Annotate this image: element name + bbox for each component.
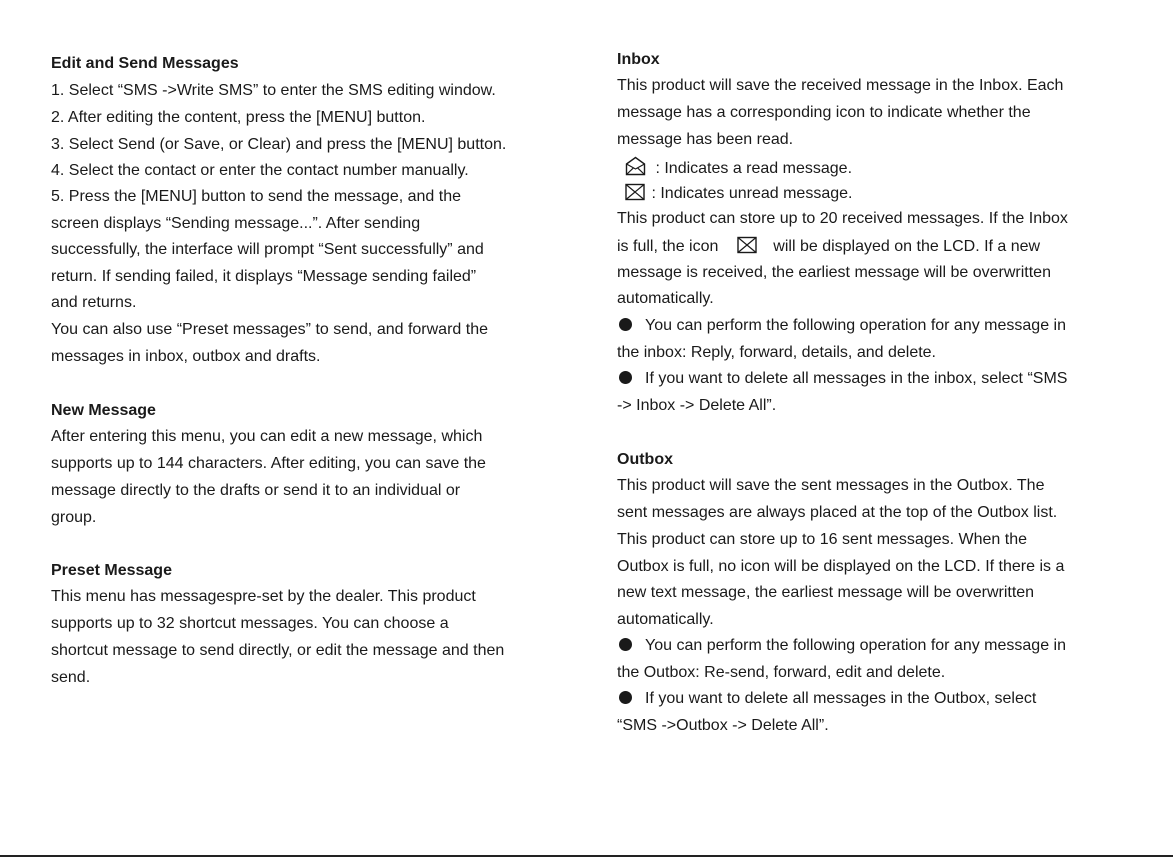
- text-line: message has been read.: [617, 131, 794, 148]
- page-bottom-divider: [0, 855, 1173, 857]
- section-heading-preset-message: Preset Message: [51, 562, 172, 579]
- section-heading-outbox: Outbox: [617, 451, 673, 468]
- text-line: automatically.: [617, 611, 714, 628]
- text-line: the Outbox: Re-send, forward, edit and delete.: [617, 664, 946, 681]
- text-line: return. If sending failed, it displays “Message sending failed”: [51, 268, 477, 285]
- text-line: shortcut message to send directly, or edit the message and then: [51, 642, 505, 659]
- bullet-text: If you want to delete all messages in the inbox, select “SMS: [645, 370, 1068, 387]
- text-line: This product will save the received message in the Inbox. Each: [617, 77, 1064, 94]
- text-line: automatically.: [617, 290, 714, 307]
- section-heading-inbox: Inbox: [617, 51, 660, 68]
- text-line: -> Inbox -> Delete All”.: [617, 397, 777, 414]
- text-line: After entering this menu, you can edit a new message, which: [51, 428, 483, 445]
- text-line: messages in inbox, outbox and drafts.: [51, 348, 321, 365]
- bullet-dot: [619, 318, 632, 331]
- bullet-dot: [619, 638, 632, 651]
- inbox-full-before: is full, the icon: [617, 238, 719, 255]
- text-line: “SMS ->Outbox -> Delete All”.: [617, 717, 829, 734]
- text-line: message has a corresponding icon to indicate whether the: [617, 104, 1031, 121]
- bullet-item: [617, 689, 1036, 709]
- text-line: 1. Select “SMS ->Write SMS” to enter the SMS editing window.: [51, 82, 496, 99]
- open-envelope-icon: [625, 156, 646, 176]
- bullet-item: [617, 369, 1067, 389]
- bullet-item: [617, 316, 1066, 336]
- section-heading-edit-send: Edit and Send Messages: [51, 55, 239, 72]
- closed-envelope-icon: [625, 183, 645, 201]
- read-message-label: : Indicates a read message.: [655, 160, 853, 177]
- text-line: This product can store up to 20 received messages. If the Inbox: [617, 210, 1068, 227]
- text-line: supports up to 144 characters. After editing, you can save the: [51, 455, 486, 472]
- bullet-item: [617, 636, 1066, 656]
- text-line: 4. Select the contact or enter the contact number manually.: [51, 162, 469, 179]
- bullet-text: You can perform the following operation for any message in: [645, 637, 1066, 654]
- text-line: supports up to 32 shortcut messages. You can choose a: [51, 615, 449, 632]
- bullet-text: You can perform the following operation for any message in: [645, 317, 1066, 334]
- text-line: Outbox is full, no icon will be displayed on the LCD. If there is a: [617, 558, 1065, 575]
- text-line: send.: [51, 669, 91, 686]
- unread-message-label: : Indicates unread message.: [651, 185, 853, 202]
- bullet-text: If you want to delete all messages in the Outbox, select: [645, 690, 1037, 707]
- text-line: the inbox: Reply, forward, details, and delete.: [617, 344, 936, 361]
- unread-message-legend: [625, 183, 852, 204]
- text-line: This product can store up to 16 sent messages. When the: [617, 531, 1027, 548]
- text-line: This menu has messagespre-set by the dealer. This product: [51, 588, 476, 605]
- text-line: screen displays “Sending message...”. After sending: [51, 215, 421, 232]
- inbox-full-line: [617, 236, 1040, 257]
- inbox-full-after: will be displayed on the LCD. If a new: [773, 238, 1041, 255]
- text-line: 3. Select Send (or Save, or Clear) and press the [MENU] button.: [51, 136, 507, 153]
- section-heading-new-message: New Message: [51, 402, 156, 419]
- read-message-legend: [625, 156, 852, 179]
- text-line: message is received, the earliest message will be overwritten: [617, 264, 1051, 281]
- text-line: sent messages are always placed at the top of the Outbox list.: [617, 504, 1058, 521]
- text-line: new text message, the earliest message will be overwritten: [617, 584, 1035, 601]
- bullet-dot: [619, 371, 632, 384]
- text-line: You can also use “Preset messages” to send, and forward the: [51, 321, 488, 338]
- bullet-dot: [619, 691, 632, 704]
- text-line: group.: [51, 509, 97, 526]
- closed-envelope-icon: [737, 236, 757, 254]
- text-line: 5. Press the [MENU] button to send the message, and the: [51, 188, 462, 205]
- text-line: 2. After editing the content, press the [MENU] button.: [51, 109, 426, 126]
- text-line: successfully, the interface will prompt “Sent successfully” and: [51, 241, 484, 258]
- text-line: This product will save the sent messages in the Outbox. The: [617, 477, 1045, 494]
- text-line: message directly to the drafts or send it to an individual or: [51, 482, 461, 499]
- text-line: and returns.: [51, 294, 137, 311]
